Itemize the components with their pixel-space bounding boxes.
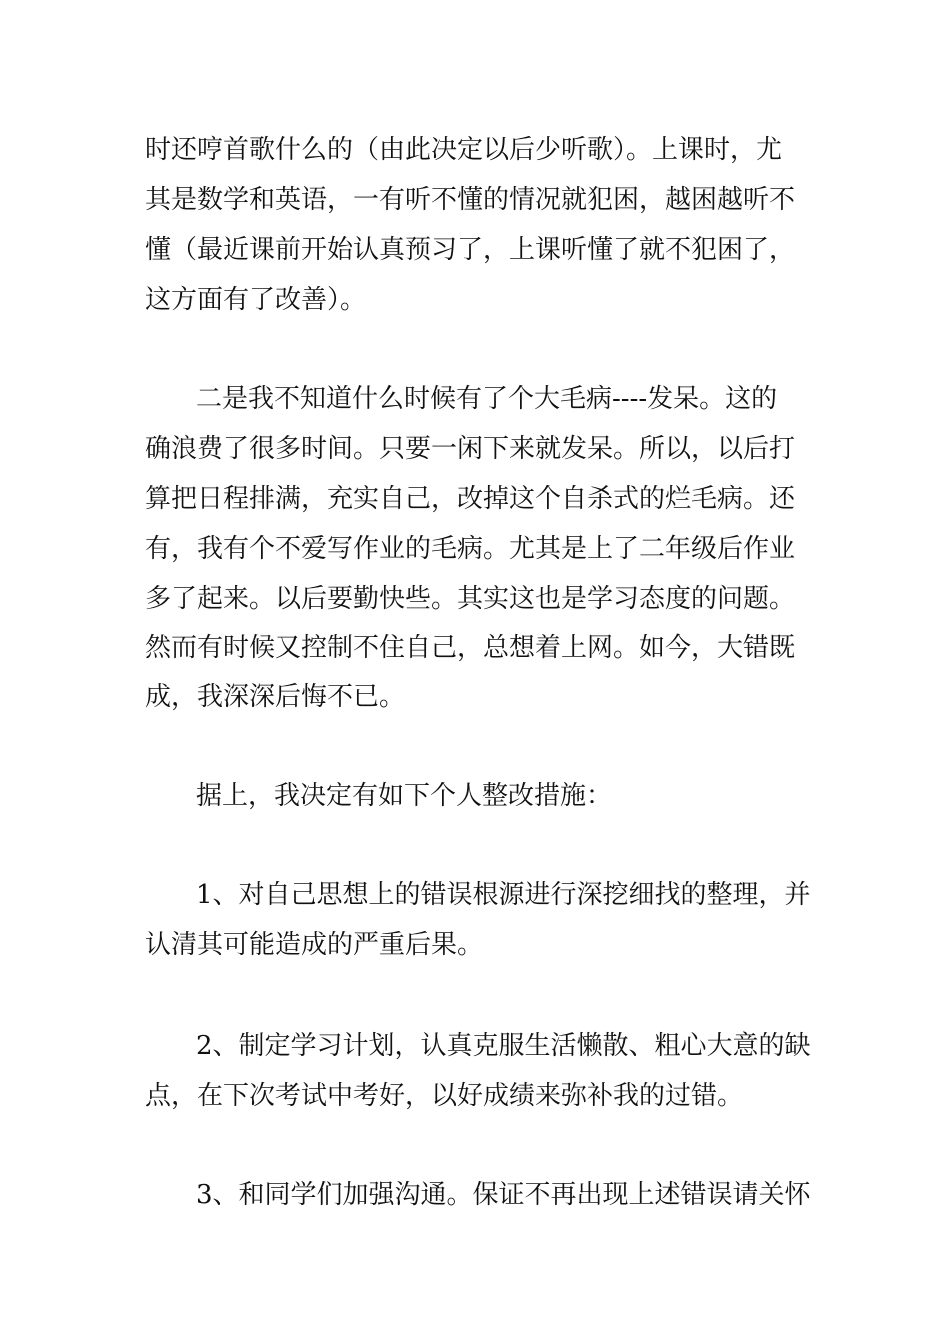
- text-line: 然而有时候又控制不住自己，总想着上网。如今，大错既: [145, 633, 796, 663]
- text-line: 成，我深深后悔不已。: [145, 682, 406, 712]
- text-line: 这方面有了改善）。: [145, 285, 367, 315]
- text-line: 懂（最近课前开始认真预习了，上课听懂了就不犯困了，: [145, 235, 796, 265]
- text-line: 3、和同学们加强沟通。保证不再出现上述错误请关怀: [196, 1180, 811, 1210]
- text-line: 有，我有个不爱写作业的毛病。尤其是上了二年级后作业: [145, 534, 796, 564]
- text-line: 二是我不知道什么时候有了个大毛病----发呆。这的: [196, 384, 778, 414]
- text-line: 点，在下次考试中考好，以好成绩来弥补我的过错。: [145, 1081, 744, 1111]
- text-line: 认清其可能造成的严重后果。: [145, 930, 484, 960]
- text-line: 确浪费了很多时间。只要一闲下来就发呆。所以，以后打: [145, 434, 796, 464]
- text-line: 时还哼首歌什么的（由此决定以后少听歌）。上课时，尤: [145, 135, 783, 165]
- text-line: 多了起来。以后要勤快些。其实这也是学习态度的问题。: [145, 584, 796, 614]
- text-line: 据上，我决定有如下个人整改措施：: [196, 781, 613, 811]
- text-line: 1、对自己思想上的错误根源进行深挖细找的整理，并: [196, 880, 811, 910]
- text-line: 2、制定学习计划，认真克服生活懒散、粗心大意的缺: [196, 1031, 811, 1061]
- text-line: 其是数学和英语，一有听不懂的情况就犯困，越困越听不: [145, 185, 796, 215]
- text-line: 算把日程排满，充实自己，改掉这个自杀式的烂毛病。还: [145, 484, 796, 514]
